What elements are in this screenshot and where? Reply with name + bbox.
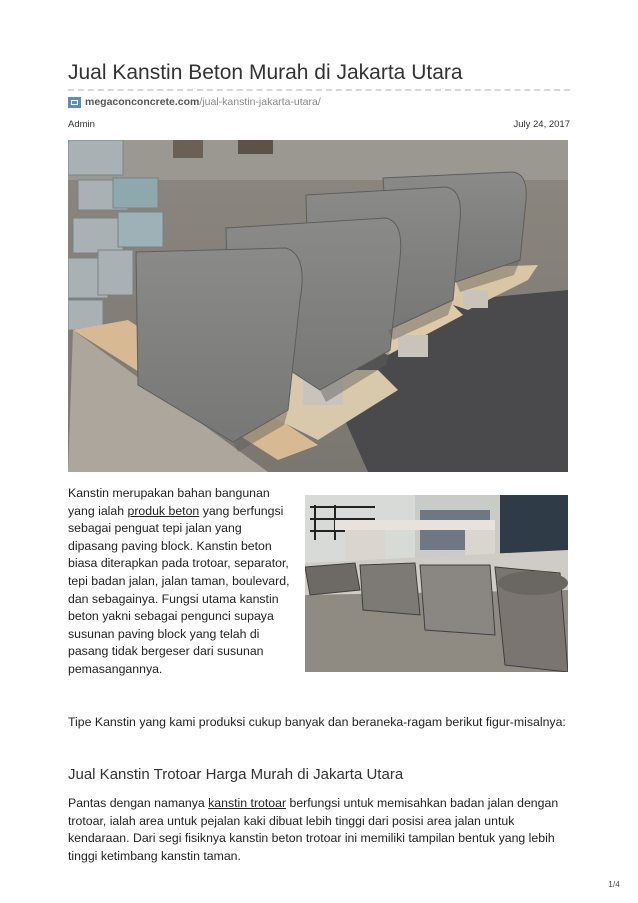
intro-text-1: Kanstin merupakan bahan bangunan yang ialah xyxy=(68,486,270,518)
produk-beton-link[interactable]: produk beton xyxy=(127,503,200,518)
kanstin-trotoar-link[interactable]: kanstin trotoar xyxy=(208,796,287,810)
article-meta xyxy=(68,119,570,130)
author: Admin xyxy=(68,119,95,130)
intro-paragraph xyxy=(68,485,290,679)
source-url[interactable] xyxy=(68,96,321,108)
publish-date: July 24, 2017 xyxy=(513,119,570,130)
url-path[interactable]: /jual-kanstin-jakarta-utara/ xyxy=(199,96,321,108)
section-text-2: berfungsi untuk memisahkan badan jalan dengan trotoar, ialah area untuk pejalan kaki dibuat lebih tinggi dari posisi area jalan untuk kendaraan. Dari segi fisiknya kanstin beton trotoar ini memiliki tampilan bentuk yang lebih tinggi ketimbang kanstin taman. xyxy=(68,796,559,863)
title-divider xyxy=(68,89,570,91)
page-title: Jual Kanstin Beton Murah di Jakarta Utara xyxy=(68,61,463,84)
url-domain[interactable]: megaconconcrete.com xyxy=(85,96,200,108)
intro-text-2: yang berfungsi sebagai penguat tepi jalan yang dipasang paving block. Kanstin beton biasa diterapkan pada trotoar, separator, tepi badan jalan, jalan taman, boulevard, dan sebagainya. Fungsi utama kanstin beton yakni sebagai pengunci supaya susunan paving block yang telah di pasang tidak bergeser dari susunan pemasangannya. xyxy=(68,503,290,676)
section-paragraph xyxy=(68,795,568,865)
side-image xyxy=(305,495,568,672)
page-number: 1/4 xyxy=(608,879,620,889)
concrete-curbs-on-pallet-photo xyxy=(68,140,568,472)
site-favicon-icon xyxy=(68,97,81,108)
installed-curbs-with-bench-photo xyxy=(305,495,568,672)
section-heading: Jual Kanstin Trotoar Harga Murah di Jakarta Utara xyxy=(68,766,404,783)
section-text-1: Pantas dengan namanya xyxy=(68,796,209,810)
types-paragraph: Tipe Kanstin yang kami produksi cukup banyak dan beraneka-ragam berikut figur-misalnya: xyxy=(68,715,566,729)
hero-image xyxy=(68,140,568,472)
